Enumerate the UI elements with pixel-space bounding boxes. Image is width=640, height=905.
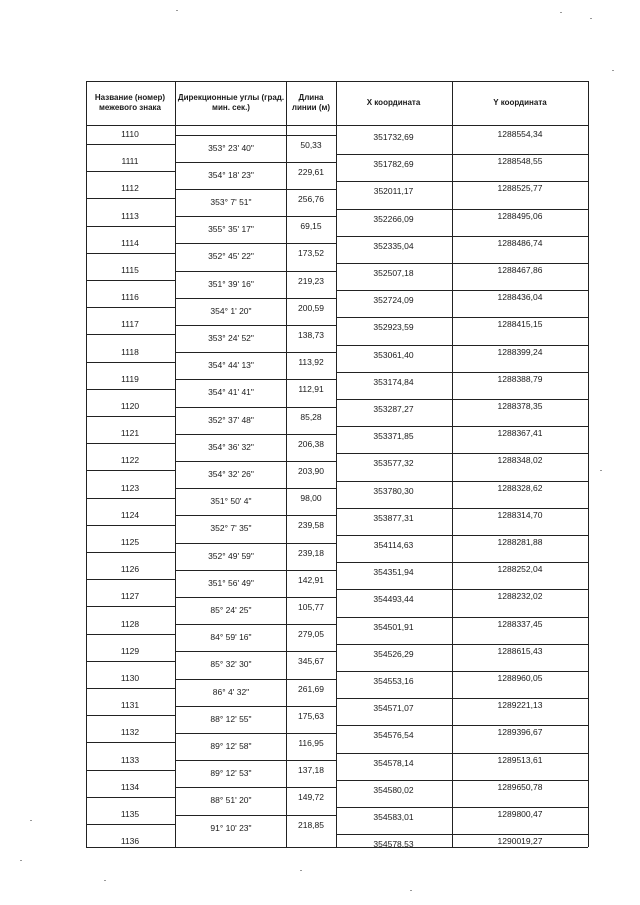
segment-row-border	[175, 733, 336, 734]
mark-cell: 1115	[121, 265, 139, 275]
y-coordinate-cell: 1288486,74	[497, 237, 543, 248]
direction-angle-cell: 351° 50' 4"	[210, 496, 252, 507]
y-coordinate-cell: 1288525,77	[497, 183, 543, 194]
segment-row-border	[175, 271, 336, 272]
direction-angle-cell: 89° 12' 53"	[210, 768, 252, 779]
mark-row-border	[86, 525, 175, 526]
coord-row-border	[336, 780, 588, 781]
coord-row-border	[336, 317, 588, 318]
line-length-cell: 149,72	[298, 792, 324, 803]
line-length-cell: 50,33	[300, 139, 322, 150]
mark-row-border	[86, 797, 175, 798]
mark-row-border	[86, 634, 175, 635]
mark-cell: 1117	[121, 319, 139, 330]
coord-row-border	[336, 154, 588, 155]
table-top-border	[86, 81, 588, 82]
mark-cell: 1136	[120, 836, 140, 847]
line-length-cell: 175,63	[298, 710, 324, 721]
scan-speck	[612, 70, 614, 71]
x-coordinate-cell: 351782,69	[373, 159, 414, 170]
header-length: Длина линии (м)	[291, 93, 331, 112]
coord-row-border	[336, 372, 588, 373]
line-length-cell: 113,92	[298, 357, 324, 368]
header-bottom-border	[86, 125, 588, 126]
scan-speck	[600, 470, 602, 471]
line-length-cell: 112,91	[298, 384, 324, 395]
y-coordinate-cell: 1289800,47	[497, 809, 543, 819]
mark-row-border	[86, 144, 175, 145]
coord-row-border	[336, 834, 588, 835]
coord-row-border	[336, 671, 588, 672]
segment-row-border	[175, 488, 336, 489]
coord-row-border	[336, 562, 588, 563]
mark-row-border	[86, 606, 175, 607]
segment-row-border	[175, 515, 336, 516]
coord-row-border	[336, 508, 588, 509]
line-length-cell: 279,05	[298, 629, 324, 640]
coord-row-border	[336, 426, 588, 427]
coord-row-border	[336, 399, 588, 400]
scan-speck	[560, 12, 562, 13]
direction-angle-cell: 352° 37' 48"	[208, 414, 254, 425]
segment-row-border	[175, 570, 336, 571]
y-coordinate-cell: 1288615,43	[497, 645, 543, 656]
column-border	[588, 81, 589, 847]
mark-row-border	[86, 171, 175, 172]
x-coordinate-cell: 353780,30	[373, 485, 414, 496]
mark-row-border	[86, 416, 175, 417]
coord-row-border	[336, 481, 588, 482]
x-coordinate-cell: 352507,18	[373, 268, 414, 278]
coord-row-border	[336, 181, 588, 182]
mark-cell: 1123	[120, 482, 140, 493]
coord-row-border	[336, 290, 588, 291]
direction-angle-cell: 354° 41' 41"	[208, 387, 254, 398]
segment-row-border	[175, 216, 336, 217]
segment-row-border	[175, 407, 336, 408]
mark-row-border	[86, 198, 175, 199]
mark-row-border	[86, 770, 175, 771]
y-coordinate-cell: 1288328,62	[497, 482, 543, 493]
direction-angle-cell: 355° 35' 17"	[208, 224, 254, 235]
x-coordinate-cell: 354526,29	[373, 648, 414, 659]
x-coordinate-cell: 354580,02	[373, 784, 414, 795]
mark-cell: 1126	[120, 564, 140, 575]
segment-row-border	[175, 189, 336, 190]
x-coordinate-cell: 352724,09	[373, 295, 414, 306]
scan-speck	[176, 10, 178, 11]
y-coordinate-cell: 1288388,79	[497, 373, 543, 384]
direction-angle-cell: 352° 49' 59"	[208, 550, 254, 561]
mark-row-border	[86, 552, 175, 553]
direction-angle-cell: 88° 12' 55"	[210, 713, 252, 724]
coord-row-border	[336, 589, 588, 590]
coord-row-border	[336, 725, 588, 726]
direction-angle-cell: 354° 18' 23"	[208, 169, 254, 180]
y-coordinate-cell: 1288467,86	[497, 265, 543, 275]
x-coordinate-cell: 354578,14	[373, 757, 414, 768]
line-length-cell: 239,18	[298, 547, 324, 558]
y-coordinate-cell: 1288495,06	[497, 210, 543, 221]
mark-cell: 1112	[121, 183, 139, 194]
x-coordinate-cell: 353371,85	[373, 431, 414, 442]
mark-cell: 1129	[120, 645, 140, 656]
mark-row-border	[86, 579, 175, 580]
y-coordinate-cell: 1288378,35	[497, 401, 543, 411]
segment-row-border	[175, 298, 336, 299]
mark-cell: 1128	[120, 618, 140, 629]
mark-row-border	[86, 715, 175, 716]
mark-cell: 1119	[121, 373, 139, 384]
y-coordinate-cell: 1288960,05	[497, 673, 543, 683]
segment-row-border	[175, 379, 336, 380]
mark-row-border	[86, 334, 175, 335]
x-coordinate-cell: 352335,04	[373, 240, 414, 251]
mark-row-border	[86, 661, 175, 662]
direction-angle-cell: 354° 1' 20"	[210, 305, 252, 316]
line-length-cell: 98,00	[300, 493, 322, 504]
direction-angle-cell: 89° 12' 58"	[210, 741, 252, 751]
mark-cell: 1120	[120, 401, 140, 411]
coord-row-border	[336, 236, 588, 237]
y-coordinate-cell: 1289396,67	[497, 727, 543, 738]
scan-speck	[30, 820, 32, 821]
mark-cell: 1135	[120, 809, 140, 819]
segment-row-border	[175, 706, 336, 707]
coord-row-border	[336, 345, 588, 346]
mark-row-border	[86, 307, 175, 308]
mark-cell: 1114	[121, 237, 139, 248]
x-coordinate-cell: 351732,69	[373, 132, 414, 142]
line-length-cell: 229,61	[298, 166, 324, 177]
coord-row-border	[336, 644, 588, 645]
line-length-cell: 206,38	[298, 438, 324, 449]
segment-row-border	[175, 651, 336, 652]
mark-cell: 1127	[120, 591, 140, 602]
line-length-cell: 239,58	[298, 520, 324, 531]
mark-cell: 1110	[121, 129, 139, 139]
line-length-cell: 256,76	[298, 194, 324, 204]
x-coordinate-cell: 352923,59	[373, 322, 414, 333]
line-length-cell: 138,73	[298, 330, 324, 340]
x-coordinate-cell: 354583,01	[373, 812, 414, 822]
y-coordinate-cell: 1288548,55	[497, 156, 543, 167]
header-x: X координата	[366, 98, 421, 107]
y-coordinate-cell: 1288399,24	[497, 346, 543, 357]
x-coordinate-cell: 353287,27	[373, 404, 414, 414]
x-coordinate-cell: 354571,07	[373, 703, 414, 714]
coord-row-border	[336, 753, 588, 754]
segment-row-border	[175, 352, 336, 353]
header-mark: Название (номер) межевого знака	[94, 93, 166, 112]
scan-speck	[300, 870, 302, 871]
x-coordinate-cell: 354114,63	[373, 540, 414, 550]
line-length-cell: 200,59	[298, 302, 324, 313]
y-coordinate-cell: 1289650,78	[497, 781, 543, 792]
mark-cell: 1124	[120, 509, 140, 520]
direction-angle-cell: 351° 39' 16"	[208, 278, 254, 289]
mark-row-border	[86, 253, 175, 254]
y-coordinate-cell: 1288232,02	[497, 591, 543, 602]
y-coordinate-cell: 1290019,27	[497, 836, 543, 847]
line-length-cell: 203,90	[298, 466, 324, 476]
boundary-coordinates-table	[86, 81, 588, 850]
x-coordinate-cell: 352011,17	[373, 186, 414, 197]
mark-cell: 1133	[120, 754, 140, 765]
x-coordinate-cell: 354578,53	[373, 839, 414, 850]
direction-angle-cell: 88° 51' 20"	[210, 795, 252, 806]
x-coordinate-cell: 353877,31	[373, 512, 414, 523]
y-coordinate-cell: 1288554,34	[497, 129, 543, 139]
segment-row-border	[175, 135, 336, 136]
x-coordinate-cell: 353174,84	[373, 376, 414, 387]
x-coordinate-cell: 353061,40	[373, 349, 414, 360]
header-y: Y координата	[493, 98, 547, 107]
x-coordinate-cell: 354553,16	[373, 676, 414, 686]
y-coordinate-cell: 1288348,02	[497, 455, 543, 466]
line-length-cell: 345,67	[298, 656, 324, 667]
scan-speck	[410, 890, 412, 891]
direction-angle-cell: 351° 56' 49"	[208, 577, 254, 588]
mark-cell: 1121	[120, 428, 140, 439]
x-coordinate-cell: 352266,09	[373, 213, 414, 224]
line-length-cell: 261,69	[298, 683, 324, 694]
direction-angle-cell: 353° 7' 51"	[210, 197, 252, 207]
segment-row-border	[175, 760, 336, 761]
segment-row-border	[175, 787, 336, 788]
scan-speck	[104, 880, 106, 881]
direction-angle-cell: 354° 36' 32"	[208, 441, 254, 452]
line-length-cell: 173,52	[298, 248, 324, 259]
y-coordinate-cell: 1288436,04	[497, 292, 543, 303]
mark-cell: 1130	[120, 673, 140, 683]
mark-cell: 1125	[120, 537, 140, 547]
direction-angle-cell: 352° 45' 22"	[208, 251, 254, 262]
header-angle: Дирекционные углы (град. мин. сек.)	[177, 93, 285, 112]
y-coordinate-cell: 1288415,15	[497, 319, 543, 330]
mark-row-border	[86, 280, 175, 281]
mark-row-border	[86, 498, 175, 499]
coord-row-border	[336, 209, 588, 210]
mark-cell: 1134	[120, 781, 140, 792]
x-coordinate-cell: 354493,44	[373, 594, 414, 605]
y-coordinate-cell: 1288314,70	[497, 509, 543, 520]
line-length-cell: 85,28	[300, 411, 322, 422]
line-length-cell: 137,18	[298, 765, 324, 776]
mark-cell: 1116	[121, 292, 139, 303]
direction-angle-cell: 85° 32' 30"	[210, 659, 252, 670]
line-length-cell: 142,91	[298, 574, 324, 585]
segment-row-border	[175, 162, 336, 163]
direction-angle-cell: 85° 24' 25"	[210, 605, 252, 615]
coord-row-border	[336, 535, 588, 536]
mark-cell: 1132	[120, 727, 140, 738]
coord-row-border	[336, 263, 588, 264]
line-length-cell: 105,77	[298, 602, 324, 612]
line-length-cell: 218,85	[298, 819, 324, 830]
segment-row-border	[175, 679, 336, 680]
direction-angle-cell: 354° 32' 26"	[208, 469, 254, 479]
x-coordinate-cell: 353577,32	[373, 458, 414, 469]
line-length-cell: 219,23	[298, 275, 324, 286]
mark-cell: 1111	[121, 156, 139, 167]
line-length-cell: 69,15	[300, 221, 322, 232]
x-coordinate-cell: 354576,54	[373, 730, 414, 741]
segment-row-border	[175, 597, 336, 598]
mark-cell: 1113	[121, 210, 139, 221]
segment-row-border	[175, 243, 336, 244]
y-coordinate-cell: 1288281,88	[497, 537, 543, 547]
mark-row-border	[86, 226, 175, 227]
coord-row-border	[336, 617, 588, 618]
coord-row-border	[336, 807, 588, 808]
mark-row-border	[86, 443, 175, 444]
segment-row-border	[175, 624, 336, 625]
segment-row-border	[175, 461, 336, 462]
scan-speck	[590, 18, 592, 19]
x-coordinate-cell: 354501,91	[373, 621, 414, 632]
mark-cell: 1131	[120, 700, 140, 711]
coord-row-border	[336, 453, 588, 454]
direction-angle-cell: 86° 4' 32"	[212, 686, 250, 697]
segment-row-border	[175, 434, 336, 435]
y-coordinate-cell: 1288252,04	[497, 564, 543, 575]
line-length-cell: 116,95	[298, 738, 324, 748]
segment-row-border	[175, 543, 336, 544]
direction-angle-cell: 84° 59' 16"	[210, 632, 252, 643]
y-coordinate-cell: 1288367,41	[497, 428, 543, 439]
mark-row-border	[86, 688, 175, 689]
coord-row-border	[336, 698, 588, 699]
direction-angle-cell: 353° 24' 52"	[208, 333, 254, 343]
y-coordinate-cell: 1288337,45	[497, 618, 543, 629]
segment-row-border	[175, 815, 336, 816]
mark-row-border	[86, 389, 175, 390]
y-coordinate-cell: 1289513,61	[497, 754, 543, 765]
mark-cell: 1118	[121, 346, 139, 357]
x-coordinate-cell: 354351,94	[373, 567, 414, 578]
mark-cell: 1122	[120, 455, 140, 466]
direction-angle-cell: 354° 44' 13"	[208, 360, 254, 371]
direction-angle-cell: 353° 23' 40"	[208, 142, 254, 153]
mark-row-border	[86, 742, 175, 743]
direction-angle-cell: 352° 7' 35"	[210, 523, 252, 534]
y-coordinate-cell: 1289221,13	[497, 700, 543, 711]
direction-angle-cell: 91° 10' 23"	[210, 822, 252, 833]
scan-speck	[20, 860, 22, 861]
mark-row-border	[86, 470, 175, 471]
mark-row-border	[86, 824, 175, 825]
segment-row-border	[175, 325, 336, 326]
mark-row-border	[86, 362, 175, 363]
